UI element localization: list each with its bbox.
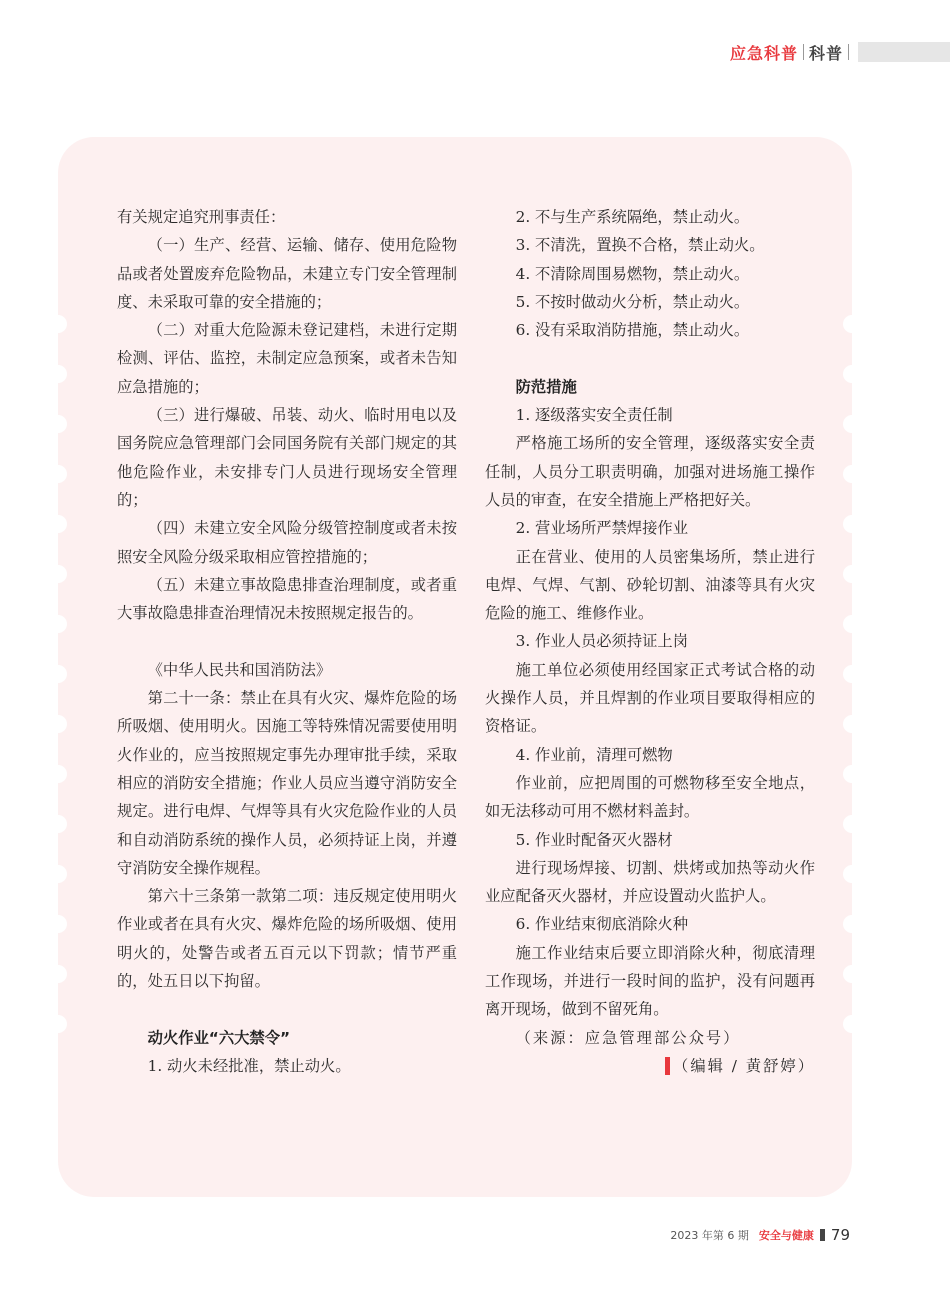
card-notch (49, 1015, 67, 1033)
measure-body: 正在营业、使用的人员密集场所，禁止进行电焊、气焊、气割、砂轮切割、油漆等具有火灾危险的施工、维修作业。 (485, 547, 815, 623)
law-title: 《中华人民共和国消防法》 (147, 660, 332, 679)
card-notch (843, 315, 861, 333)
card-notch (843, 965, 861, 983)
page-number: 79 (830, 1226, 850, 1244)
card-notch (843, 415, 861, 433)
liability-item: （四）未建立安全风险分级管控制度或者未按照安全风险分级采取相应管控措施的； (117, 519, 457, 566)
liability-item: （二）对重大危险源未登记建档，未进行定期检测、评估、监控，未制定应急预案，或者未告知应急措施的； (117, 321, 457, 396)
running-header (730, 40, 950, 64)
card-notch (49, 315, 67, 333)
measure-body: 施工单位必须使用经国家正式考试合格的动火操作人员，并且焊割的作业项目要取得相应的资格证。 (485, 660, 815, 736)
measure-body: 施工作业结束后要立即消除火种，彻底清理工作现场，并进行一段时间的监护，没有问题再离开现场，做到不留死角。 (485, 943, 815, 1019)
prohibition-item: 1. 动火未经批准，禁止动火。 (147, 1056, 351, 1075)
card-notch (843, 865, 861, 883)
card-notch (49, 365, 67, 383)
footer-divider-bar (820, 1229, 825, 1241)
card-notch (843, 465, 861, 483)
liability-item: （五）未建立事故隐患排查治理制度，或者重大事故隐患排查治理情况未按照规定报告的。 (117, 575, 457, 623)
card-notch (843, 815, 861, 833)
editor-credit (485, 1052, 815, 1080)
page-footer (670, 1226, 850, 1244)
prohibition-item: 4. 不清除周围易燃物，禁止动火。 (515, 264, 750, 283)
header-section: 应急科普 (729, 43, 798, 63)
measure-body: 严格施工场所的安全管理，逐级落实安全责任制，人员分工职责明确，加强对进场施工操作人员的审查，在安全措施上严格把好关。 (485, 434, 815, 509)
card-notch (843, 565, 861, 583)
header-gray-bar (858, 42, 950, 62)
editor-text: （编辑 / 黄舒婷） (673, 1056, 815, 1075)
six-prohibitions-heading: 动火作业“六大禁令” (147, 1028, 291, 1047)
card-notch (843, 915, 861, 933)
card-notch (843, 515, 861, 533)
article-63: 第六十三条第一款第二项：违反规定使用明火作业或者在具有火灾、爆炸危险的场所吸烟、使用明火的，处警告或者五百元以下罚款；情节严重的，处五日以下拘留。 (117, 887, 457, 991)
prohibition-item: 6. 没有采取消防措施，禁止动火。 (515, 321, 750, 340)
measure-title: 6. 作业结束彻底消除火种 (515, 915, 689, 934)
card-notch (843, 1015, 861, 1033)
card-notch (49, 715, 67, 733)
editor-mark (665, 1057, 670, 1075)
measure-title: 5. 作业时配备灭火器材 (515, 830, 673, 849)
card-notch (49, 465, 67, 483)
prohibition-item: 5. 不按时做动火分析，禁止动火。 (515, 292, 750, 311)
measure-title: 1. 逐级落实安全责任制 (515, 406, 673, 425)
magazine-name: 安全与健康 (758, 1229, 814, 1242)
card-notch (49, 415, 67, 433)
header-divider (803, 44, 804, 60)
card-notch (49, 515, 67, 533)
prohibition-item: 3. 不清洗，置换不合格，禁止动火。 (515, 236, 765, 255)
intro-text: 有关规定追究刑事责任： (117, 208, 286, 226)
card-notch (843, 715, 861, 733)
card-notch (49, 915, 67, 933)
issue-label: 2023 年第 6 期 (670, 1229, 749, 1242)
card-notch (843, 665, 861, 683)
source-credit: （来源：应急管理部公众号） (515, 1028, 741, 1047)
liability-item: （一）生产、经营、运输、储存、使用危险物品或者处置废弃危险物品，未建立专门安全管理制度、未采取可靠的安全措施的； (117, 236, 457, 311)
card-notch (49, 615, 67, 633)
measure-body: 进行现场焊接、切割、烘烤或加热等动火作业应配备灭火器材，并应设置动火监护人。 (485, 858, 815, 906)
card-notch (843, 765, 861, 783)
header-subsection: 科普 (808, 43, 843, 63)
right-column (485, 203, 815, 1080)
measures-heading: 防范措施 (515, 377, 577, 396)
card-notch (49, 765, 67, 783)
left-column (117, 203, 457, 1080)
card-notch (49, 665, 67, 683)
article-21: 第二十一条：禁止在具有火灾、爆炸危险的场所吸烟、使用明火。因施工等特殊情况需要使用明火作业的，应当按照规定事先办理审批手续，采取相应的消防安全措施；作业人员应当遵守消防安全规定。进行电焊、气焊等具有火灾危险作业的人员和自动消防系统的操作人员，必须持证上岗，并遵守消防安全操作规程。 (117, 689, 457, 877)
measure-body: 作业前，应把周围的可燃物移至安全地点，如无法移动可用不燃材料盖封。 (485, 773, 815, 821)
card-notch (49, 965, 67, 983)
measure-title: 2. 营业场所严禁焊接作业 (515, 519, 689, 538)
card-notch (843, 615, 861, 633)
card-notch (49, 815, 67, 833)
measure-title: 3. 作业人员必须持证上岗 (515, 632, 689, 651)
prohibition-item: 2. 不与生产系统隔绝，禁止动火。 (515, 208, 750, 226)
liability-item: （三）进行爆破、吊装、动火、临时用电以及国务院应急管理部门会同国务院有关部门规定的其他危险作业，未安排专门人员进行现场安全管理的； (117, 406, 457, 509)
card-notch (49, 565, 67, 583)
card-notch (843, 365, 861, 383)
header-divider (848, 44, 849, 60)
card-notch (49, 865, 67, 883)
measure-title: 4. 作业前，清理可燃物 (515, 745, 673, 764)
